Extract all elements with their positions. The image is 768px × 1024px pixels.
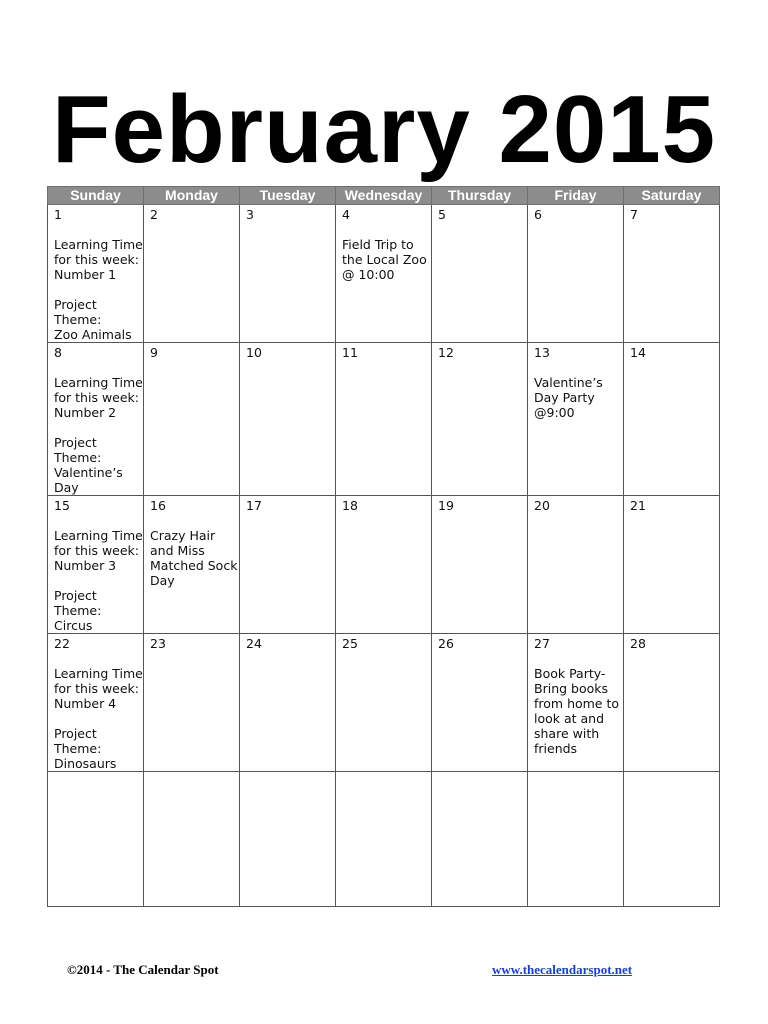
weekday-tuesday: Tuesday xyxy=(240,187,336,205)
day-number: 12 xyxy=(438,345,454,360)
day-cell[interactable] xyxy=(624,634,720,772)
day-number: 17 xyxy=(246,498,262,513)
day-number: 4 xyxy=(342,207,350,222)
day-cell[interactable] xyxy=(48,772,144,907)
week-row xyxy=(48,205,720,343)
day-cell[interactable] xyxy=(240,343,336,496)
day-cell[interactable] xyxy=(144,772,240,907)
page-title: February 2015 xyxy=(51,76,717,183)
day-number: 7 xyxy=(630,207,638,222)
day-cell[interactable] xyxy=(48,343,144,496)
week-row xyxy=(48,772,720,907)
day-number: 2 xyxy=(150,207,158,222)
day-cell[interactable] xyxy=(528,496,624,634)
day-number: 27 xyxy=(534,636,550,651)
weekday-monday: Monday xyxy=(144,187,240,205)
day-number: 1 xyxy=(54,207,62,222)
day-cell[interactable] xyxy=(528,205,624,343)
copyright-text: ©2014 - The Calendar Spot xyxy=(67,962,219,977)
day-cell[interactable] xyxy=(336,205,432,343)
day-number: 26 xyxy=(438,636,454,651)
day-cell[interactable] xyxy=(144,496,240,634)
day-cell[interactable] xyxy=(528,634,624,772)
day-event-note: Learning Time for this week: Number 3 Project Theme: Circus xyxy=(54,528,143,633)
weekday-sunday: Sunday xyxy=(48,187,144,205)
day-number: 10 xyxy=(246,345,262,360)
week-row xyxy=(48,634,720,772)
day-cell[interactable] xyxy=(528,343,624,496)
website-link[interactable]: www.thecalendarspot.net xyxy=(492,962,633,977)
day-cell[interactable] xyxy=(240,772,336,907)
calendar-grid xyxy=(47,186,720,907)
week-row xyxy=(48,343,720,496)
day-number: 23 xyxy=(150,636,166,651)
day-number: 15 xyxy=(54,498,70,513)
day-cell[interactable] xyxy=(528,772,624,907)
day-cell[interactable] xyxy=(144,634,240,772)
day-number: 19 xyxy=(438,498,454,513)
day-cell[interactable] xyxy=(336,634,432,772)
day-cell[interactable] xyxy=(336,496,432,634)
day-event-note: Learning Time for this week: Number 2 Project Theme: Valentine’s Day xyxy=(54,375,143,495)
day-event-note: Crazy Hair and Miss Matched Sock Day xyxy=(150,528,238,588)
weekday-saturday: Saturday xyxy=(624,187,720,205)
day-number: 8 xyxy=(54,345,62,360)
day-number: 25 xyxy=(342,636,358,651)
day-cell[interactable] xyxy=(432,772,528,907)
day-number: 22 xyxy=(54,636,70,651)
day-cell[interactable] xyxy=(144,343,240,496)
day-cell[interactable] xyxy=(48,634,144,772)
day-event-note: Book Party- Bring books from home to look at and share with friends xyxy=(534,666,620,756)
weekday-wednesday: Wednesday xyxy=(336,187,432,205)
day-cell[interactable] xyxy=(624,772,720,907)
day-number: 18 xyxy=(342,498,358,513)
day-cell[interactable] xyxy=(624,496,720,634)
day-event-note: Valentine’s Day Party @9:00 xyxy=(534,375,603,420)
day-event-note: Learning Time for this week: Number 4 Project Theme: Dinosaurs xyxy=(54,666,143,771)
day-cell[interactable] xyxy=(432,496,528,634)
day-number: 14 xyxy=(630,345,646,360)
day-cell[interactable] xyxy=(48,205,144,343)
day-cell[interactable] xyxy=(144,205,240,343)
week-row xyxy=(48,496,720,634)
day-number: 16 xyxy=(150,498,166,513)
day-number: 13 xyxy=(534,345,550,360)
day-event-note: Field Trip to the Local Zoo @ 10:00 xyxy=(342,237,427,282)
day-number: 11 xyxy=(342,345,358,360)
day-cell[interactable] xyxy=(624,205,720,343)
day-number: 6 xyxy=(534,207,542,222)
day-number: 3 xyxy=(246,207,254,222)
day-cell[interactable] xyxy=(624,343,720,496)
day-cell[interactable] xyxy=(336,772,432,907)
day-cell[interactable] xyxy=(240,205,336,343)
weekday-thursday: Thursday xyxy=(432,187,528,205)
day-number: 28 xyxy=(630,636,646,651)
day-cell[interactable] xyxy=(48,496,144,634)
weekday-header-row xyxy=(48,187,720,205)
day-number: 9 xyxy=(150,345,158,360)
weekday-friday: Friday xyxy=(528,187,624,205)
day-number: 21 xyxy=(630,498,646,513)
day-cell[interactable] xyxy=(240,496,336,634)
day-number: 20 xyxy=(534,498,550,513)
day-number: 24 xyxy=(246,636,262,651)
day-cell[interactable] xyxy=(432,634,528,772)
day-number: 5 xyxy=(438,207,446,222)
day-event-note: Learning Time for this week: Number 1 Project Theme: Zoo Animals xyxy=(54,237,143,342)
day-cell[interactable] xyxy=(240,634,336,772)
day-cell[interactable] xyxy=(432,205,528,343)
day-cell[interactable] xyxy=(336,343,432,496)
day-cell[interactable] xyxy=(432,343,528,496)
